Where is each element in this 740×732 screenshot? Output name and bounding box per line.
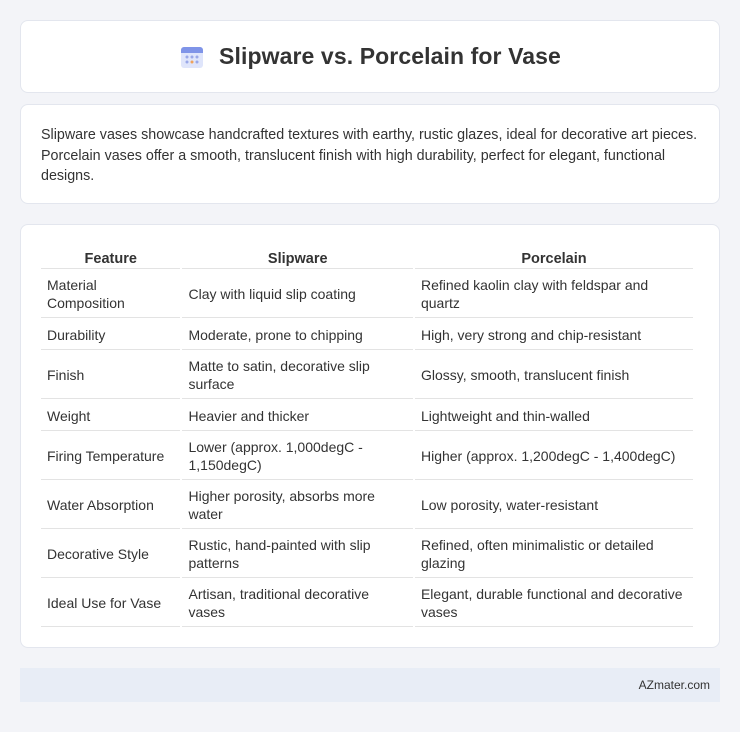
comparison-table <box>39 243 695 629</box>
table-cell-slipware: Artisan, traditional decorative vases <box>182 580 412 627</box>
table-cell-feature: Material Composition <box>41 271 180 318</box>
footer-site-link[interactable]: AZmater.com <box>638 678 710 692</box>
table-cell-slipware: Clay with liquid slip coating <box>182 271 412 318</box>
table-cell-slipware: Lower (approx. 1,000degC - 1,150degC) <box>182 433 412 480</box>
table-cell-slipware: Higher porosity, absorbs more water <box>182 482 412 529</box>
table-row <box>41 320 693 350</box>
table-cell-porcelain: Glossy, smooth, translucent finish <box>415 352 693 399</box>
table-cell-porcelain: Low porosity, water-resistant <box>415 482 693 529</box>
table-cell-slipware: Rustic, hand-painted with slip patterns <box>182 531 412 578</box>
table-cell-feature: Durability <box>41 320 180 350</box>
intro-card <box>20 104 720 204</box>
table-cell-slipware: Moderate, prone to chipping <box>182 320 412 350</box>
table-row <box>41 401 693 431</box>
table-row <box>41 433 693 480</box>
page-title: Slipware vs. Porcelain for Vase <box>219 43 561 69</box>
table-cell-feature: Decorative Style <box>41 531 180 578</box>
comparison-table-card <box>20 224 720 648</box>
table-cell-feature: Finish <box>41 352 180 399</box>
column-header-porcelain: Porcelain <box>415 245 693 269</box>
table-cell-porcelain: Lightweight and thin-walled <box>415 401 693 431</box>
table-cell-feature: Weight <box>41 401 180 431</box>
table-cell-porcelain: Higher (approx. 1,200degC - 1,400degC) <box>415 433 693 480</box>
table-cell-porcelain: High, very strong and chip-resistant <box>415 320 693 350</box>
table-cell-porcelain: Refined kaolin clay with feldspar and quartz <box>415 271 693 318</box>
table-cell-feature: Water Absorption <box>41 482 180 529</box>
table-cell-porcelain: Refined, often minimalistic or detailed glazing <box>415 531 693 578</box>
column-header-feature: Feature <box>41 245 180 269</box>
title-card <box>20 20 720 93</box>
table-cell-slipware: Heavier and thicker <box>182 401 412 431</box>
table-header-row <box>41 245 693 269</box>
column-header-slipware: Slipware <box>182 245 412 269</box>
table-row <box>41 531 693 578</box>
table-cell-feature: Ideal Use for Vase <box>41 580 180 627</box>
footer <box>20 668 720 702</box>
intro-text: Slipware vases showcase handcrafted textures with earthy, rustic glazes, ideal for decorative art pieces. Porcelain vases offer a smooth, translucent finish with high durability, perfect for elegant, functional designs. <box>41 127 698 184</box>
table-row <box>41 482 693 529</box>
table-row <box>41 580 693 627</box>
table-cell-porcelain: Elegant, durable functional and decorative vases <box>415 580 693 627</box>
title-wrap <box>179 43 561 70</box>
table-cell-slipware: Matte to satin, decorative slip surface <box>182 352 412 399</box>
calendar-icon <box>179 44 205 70</box>
table-row <box>41 352 693 399</box>
table-cell-feature: Firing Temperature <box>41 433 180 480</box>
table-row <box>41 271 693 318</box>
